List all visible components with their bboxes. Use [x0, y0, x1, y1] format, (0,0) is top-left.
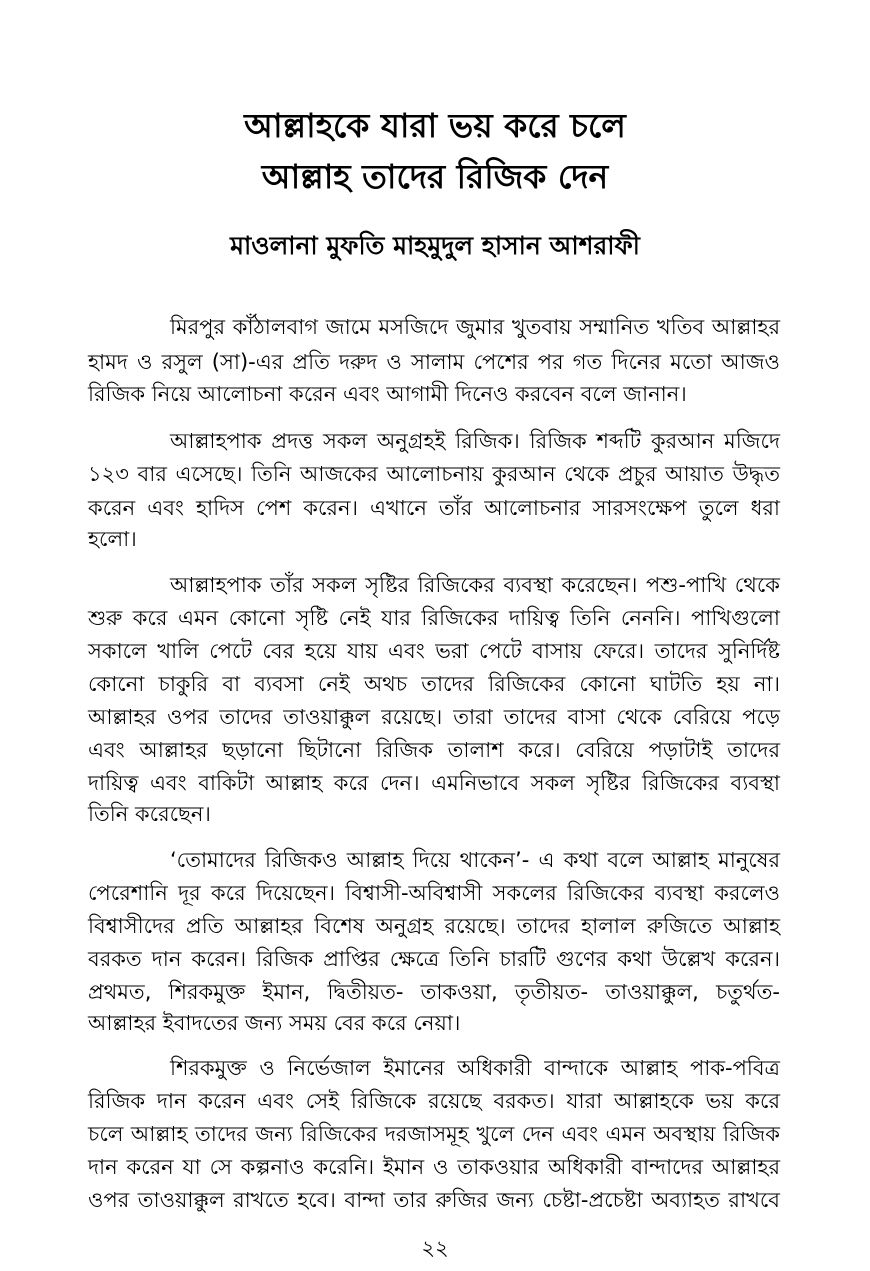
text-line: দান করেন যা সে কল্পনাও করেনি। ইমান ও তাকওয়ার অধিকারী বান্দাদের আল্লাহর [88, 1155, 780, 1179]
text-line: পেরেশানি দূর করে দিয়েছেন। বিশ্বাসী-অবিশ্বাসী সকলের রিজিকের ব্যবস্থা করলেও [88, 881, 780, 905]
text-line: প্রথমত, শিরকমুক্ত ইমান, দ্বিতীয়ত- তাকওয়া, তৃতীয়ত- তাওয়াক্কুল, চতুর্থত- [88, 980, 780, 1004]
article-title-line-1: আল্লাহকে যারা ভয় করে চলে [244, 106, 626, 145]
text-line: ‘তোমাদের রিজিকও আল্লাহ দিয়ে থাকেন’- এ কথা বলে আল্লাহ মানুষের [170, 848, 780, 872]
text-line: হামদ ও রসুল (সা)-এর প্রতি দরুদ ও সালাম পেশের পর গত দিনের মতো আজও [88, 350, 780, 374]
text-line: রিজিক নিয়ে আলোচনা করেন এবং আগামী দিনেও করবেন বলে জানান। [88, 382, 687, 406]
page-number: ২২ [421, 1236, 449, 1260]
text-line: শিরকমুক্ত ও নির্ভেজাল ইমানের অধিকারী বান্দাকে আল্লাহ পাক-পবিত্র [170, 1056, 780, 1080]
text-line: ১২৩ বার এসেছে। তিনি আজকের আলোচনায় কুরআন থেকে প্রচুর আয়াত উদ্ধৃত [88, 462, 780, 486]
text-line: কোনো চাকুরি বা ব্যবসা নেই অথচ তাদের রিজিকের কোনো ঘাটতি হয় না। [88, 672, 780, 696]
author-name: মাওলানা মুফতি মাহমুদুল হাসান আশরাফী [230, 231, 640, 260]
text-line: দায়িত্ব এবং বাকিটা আল্লাহ করে দেন। এমনিভাবে সকল সৃষ্টির রিজিকের ব্যবস্থা [88, 771, 780, 795]
text-line: আল্লাহপাক প্রদত্ত সকল অনুগ্রহই রিজিক। রিজিক শব্দটি কুরআন মজিদে [170, 429, 780, 453]
text-line: রিজিক দান করেন এবং সেই রিজিকে রয়েছে বরকত। যারা আল্লাহকে ভয় করে [88, 1089, 780, 1113]
text-line: তিনি করেছেন। [88, 802, 211, 826]
text-line: ওপর তাওয়াক্কুল রাখতে হবে। বান্দা তার রুজির জন্য চেষ্টা-প্রচেষ্টা অব্যাহত রাখবে [88, 1188, 780, 1212]
text-line: আল্লাহপাক তাঁর সকল সৃষ্টির রিজিকের ব্যবস্থা করেছেন। পশু-পাখি থেকে [170, 573, 780, 597]
text-line: এবং আল্লাহর ছড়ানো ছিটানো রিজিক তালাশ করে। বেরিয়ে পড়াটাই তাদের [88, 738, 780, 762]
article-title-line-2: আল্লাহ তাদের রিজিক দেন [261, 157, 609, 196]
text-line: সকালে খালি পেটে বের হয়ে যায় এবং ভরা পেটে বাসায় ফেরে। তাদের সুনির্দিষ্ট [88, 639, 780, 663]
text-line: করেন এবং হাদিস পেশ করেন। এখানে তাঁর আলোচনার সারসংক্ষেপ তুলে ধরা [88, 496, 780, 520]
text-line: চলে আল্লাহ তাদের জন্য রিজিকের দরজাসমূহ খুলে দেন এবং এমন অবস্থায় রিজিক [88, 1122, 780, 1146]
text-line: বিশ্বাসীদের প্রতি আল্লাহর বিশেষ অনুগ্রহ রয়েছে। তাদের হালাল রুজিতে আল্লাহ [88, 914, 780, 938]
text-line: হলো। [88, 527, 137, 551]
text-line: মিরপুর কাঁঠালবাগ জামে মসজিদে জুমার খুতবায় সম্মানিত খতিব আল্লাহর [170, 315, 780, 339]
text-line: বরকত দান করেন। রিজিক প্রাপ্তির ক্ষেত্রে তিনি চারটি গুণের কথা উল্লেখ করেন। [88, 947, 780, 971]
text-line: শুরু করে এমন কোনো সৃষ্টি নেই যার রিজিকের দায়িত্ব তিনি নেননি। পাখিগুলো [88, 606, 780, 630]
text-line: আল্লাহর ওপর তাদের তাওয়াক্কুল রয়েছে। তারা তাদের বাসা থেকে বেরিয়ে পড়ে [88, 705, 780, 729]
text-line: আল্লাহর ইবাদতের জন্য সময় বের করে নেয়া। [88, 1011, 461, 1035]
